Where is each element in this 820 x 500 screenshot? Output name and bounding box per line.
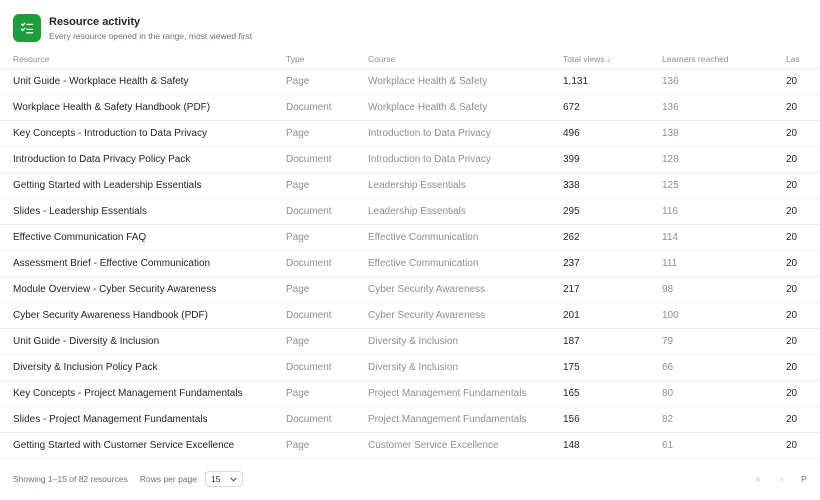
cell-type: Page	[286, 69, 368, 95]
cell-total-views: 156	[563, 407, 662, 433]
cell-total-views: 201	[563, 303, 662, 329]
table-row[interactable]	[0, 407, 820, 433]
cell-course: Project Management Fundamentals	[368, 407, 563, 433]
table-row[interactable]	[0, 381, 820, 407]
cell-learners-reached: 136	[662, 69, 786, 95]
cell-resource: Module Overview - Cyber Security Awareness	[0, 277, 286, 303]
cell-type: Document	[286, 95, 368, 121]
cell-total-views: 148	[563, 433, 662, 459]
cell-last-viewed: 20	[786, 147, 820, 173]
cell-last-viewed: 20	[786, 433, 820, 459]
showing-count: Showing 1–15 of 82 resources	[13, 474, 128, 484]
page-indicator: P	[801, 474, 807, 484]
cell-resource: Assessment Brief - Effective Communication	[0, 251, 286, 277]
card-title: Resource activity	[49, 16, 141, 28]
cell-total-views: 672	[563, 95, 662, 121]
cell-learners-reached: 66	[662, 355, 786, 381]
cell-type: Document	[286, 407, 368, 433]
table-row[interactable]	[0, 303, 820, 329]
pagination	[749, 470, 807, 488]
cell-course: Diversity & Inclusion	[368, 355, 563, 381]
cell-resource: Getting Started with Leadership Essentials	[0, 173, 286, 199]
table-row[interactable]	[0, 433, 820, 459]
cell-learners-reached: 116	[662, 199, 786, 225]
previous-page-icon[interactable]: ‹	[780, 473, 784, 485]
cell-type: Document	[286, 251, 368, 277]
cell-learners-reached: 100	[662, 303, 786, 329]
table-row[interactable]	[0, 329, 820, 355]
cell-course: Cyber Security Awareness	[368, 277, 563, 303]
column-header-last[interactable]: Las	[786, 50, 820, 69]
cell-course: Introduction to Data Privacy	[368, 121, 563, 147]
cell-total-views: 399	[563, 147, 662, 173]
cell-total-views: 1,131	[563, 69, 662, 95]
cell-course: Customer Service Excellence	[368, 433, 563, 459]
table-row[interactable]	[0, 277, 820, 303]
cell-total-views: 165	[563, 381, 662, 407]
table-row[interactable]	[0, 173, 820, 199]
cell-total-views: 175	[563, 355, 662, 381]
cell-learners-reached: 114	[662, 225, 786, 251]
cell-course: Effective Communication	[368, 251, 563, 277]
cell-course: Diversity & Inclusion	[368, 329, 563, 355]
cell-last-viewed: 20	[786, 199, 820, 225]
first-page-icon[interactable]: «	[755, 473, 761, 485]
table-row[interactable]	[0, 225, 820, 251]
cell-course: Cyber Security Awareness	[368, 303, 563, 329]
cell-last-viewed: 20	[786, 355, 820, 381]
table-row[interactable]	[0, 355, 820, 381]
cell-type: Document	[286, 355, 368, 381]
cell-type: Page	[286, 433, 368, 459]
cell-course: Workplace Health & Safety	[368, 95, 563, 121]
cell-resource: Getting Started with Customer Service Excellence	[0, 433, 286, 459]
cell-resource: Key Concepts - Project Management Fundamentals	[0, 381, 286, 407]
cell-last-viewed: 20	[786, 407, 820, 433]
cell-type: Document	[286, 199, 368, 225]
table-header-row	[0, 50, 820, 69]
cell-total-views: 237	[563, 251, 662, 277]
column-header-course[interactable]: Course	[368, 50, 563, 69]
cell-learners-reached: 125	[662, 173, 786, 199]
rows-per-page-select[interactable]	[205, 471, 243, 487]
cell-learners-reached: 82	[662, 407, 786, 433]
cell-type: Page	[286, 277, 368, 303]
cell-total-views: 496	[563, 121, 662, 147]
cell-resource: Unit Guide - Diversity & Inclusion	[0, 329, 286, 355]
cell-resource: Key Concepts - Introduction to Data Privacy	[0, 121, 286, 147]
cell-learners-reached: 61	[662, 433, 786, 459]
cell-last-viewed: 20	[786, 329, 820, 355]
cell-resource: Slides - Leadership Essentials	[0, 199, 286, 225]
cell-learners-reached: 136	[662, 95, 786, 121]
cell-type: Page	[286, 329, 368, 355]
column-header-learners-reached[interactable]: Learners reached	[662, 50, 786, 69]
cell-learners-reached: 128	[662, 147, 786, 173]
cell-type: Document	[286, 303, 368, 329]
cell-resource: Workplace Health & Safety Handbook (PDF)	[0, 95, 286, 121]
cell-last-viewed: 20	[786, 69, 820, 95]
cell-resource: Diversity & Inclusion Policy Pack	[0, 355, 286, 381]
table-row[interactable]	[0, 147, 820, 173]
cell-resource: Slides - Project Management Fundamentals	[0, 407, 286, 433]
card-header	[13, 14, 252, 42]
cell-course: Effective Communication	[368, 225, 563, 251]
cell-type: Document	[286, 147, 368, 173]
cell-total-views: 338	[563, 173, 662, 199]
cell-last-viewed: 20	[786, 277, 820, 303]
cell-course: Leadership Essentials	[368, 173, 563, 199]
cell-last-viewed: 20	[786, 173, 820, 199]
cell-type: Page	[286, 225, 368, 251]
cell-total-views: 262	[563, 225, 662, 251]
cell-total-views: 295	[563, 199, 662, 225]
column-header-type[interactable]: Type	[286, 50, 368, 69]
cell-learners-reached: 111	[662, 251, 786, 277]
table-row[interactable]	[0, 251, 820, 277]
resource-table	[0, 50, 820, 459]
cell-learners-reached: 79	[662, 329, 786, 355]
cell-type: Page	[286, 121, 368, 147]
cell-resource: Effective Communication FAQ	[0, 225, 286, 251]
cell-resource: Cyber Security Awareness Handbook (PDF)	[0, 303, 286, 329]
cell-last-viewed: 20	[786, 381, 820, 407]
cell-total-views: 217	[563, 277, 662, 303]
cell-last-viewed: 20	[786, 251, 820, 277]
cell-last-viewed: 20	[786, 225, 820, 251]
cell-last-viewed: 20	[786, 303, 820, 329]
cell-type: Page	[286, 381, 368, 407]
table-row[interactable]	[0, 95, 820, 121]
cell-total-views: 187	[563, 329, 662, 355]
cell-last-viewed: 20	[786, 95, 820, 121]
table-row[interactable]	[0, 69, 820, 95]
cell-resource: Introduction to Data Privacy Policy Pack	[0, 147, 286, 173]
checklist-icon	[13, 14, 41, 42]
rows-per-page-value: 15	[211, 474, 221, 484]
cell-course: Project Management Fundamentals	[368, 381, 563, 407]
cell-course: Introduction to Data Privacy	[368, 147, 563, 173]
cell-resource: Unit Guide - Workplace Health & Safety	[0, 69, 286, 95]
cell-last-viewed: 20	[786, 121, 820, 147]
table-footer	[13, 470, 807, 488]
column-header-total-views[interactable]: Total views ↓	[563, 50, 662, 69]
cell-course: Leadership Essentials	[368, 199, 563, 225]
card-subtitle: Every resource opened in the range, most viewed first	[49, 31, 253, 41]
rows-per-page-label: Rows per page	[139, 474, 197, 484]
table-row[interactable]	[0, 121, 820, 147]
cell-type: Page	[286, 173, 368, 199]
cell-learners-reached: 138	[662, 121, 786, 147]
cell-learners-reached: 98	[662, 277, 786, 303]
cell-course: Workplace Health & Safety	[368, 69, 563, 95]
cell-learners-reached: 80	[662, 381, 786, 407]
column-header-resource[interactable]: Resource	[0, 50, 286, 69]
table-row[interactable]	[0, 199, 820, 225]
chevron-down-icon	[230, 474, 237, 484]
